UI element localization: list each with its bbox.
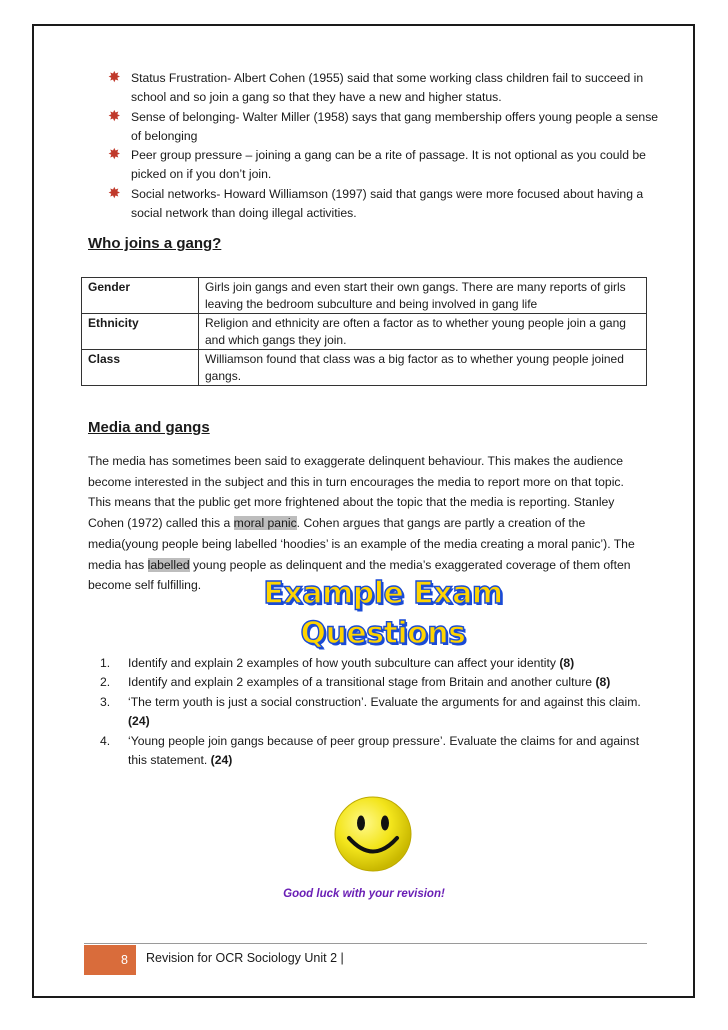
- moral-panic-highlight: moral panic: [233, 516, 297, 531]
- who-joins-table: [81, 277, 647, 386]
- list-item-text: Social networks- Howard Williamson (1997) said that gangs were more focused about having a social network than doing illegal activities.: [131, 186, 644, 221]
- media-text-part: young people as delinquent and the media’s exaggerated coverage of them often become self fulfilling.: [88, 557, 631, 593]
- table-cell-text: Religion and ethnicity are often a factor as to whether young people join a gang and which gangs they join.: [199, 314, 647, 350]
- question-marks: (8): [595, 675, 611, 690]
- star-burst-bullet-icon: ✸: [108, 146, 121, 164]
- question-marks: (24): [210, 753, 233, 768]
- list-item: [108, 108, 668, 147]
- table-row: [82, 314, 647, 350]
- exam-questions-list: [88, 654, 648, 770]
- question-number: 1.: [100, 656, 111, 670]
- list-item: [88, 654, 648, 673]
- table-row: [82, 350, 647, 386]
- question-number: 2.: [100, 675, 111, 690]
- table-cell-label: Class: [82, 350, 199, 386]
- star-burst-bullet-icon: ✸: [108, 69, 121, 86]
- page-number: 8: [84, 945, 136, 975]
- list-item-text: Status Frustration- Albert Cohen (1955) said that some working class children fail to succeed in school and so join a gang so that they have a new and higher status.: [131, 71, 644, 105]
- question-text: ‘The term youth is just a social construction’. Evaluate the arguments for and against this claim.: [128, 694, 641, 709]
- question-marks: (8): [559, 656, 575, 670]
- smiley-face-icon: [333, 795, 413, 873]
- list-item: [88, 673, 648, 692]
- list-item-text: Peer group pressure – joining a gang can be a rite of passage. It is not optional as you could be picked on if you don’t join.: [131, 148, 646, 182]
- question-number: 4.: [100, 733, 111, 748]
- exam-questions-banner: Example Exam Questions: [263, 576, 503, 651]
- list-item: [108, 185, 668, 224]
- list-item: [108, 69, 668, 108]
- table-cell-text: Girls join gangs and even start their own gangs. There are many reports of girls leaving the bedroom subculture and being involved in gang life: [199, 278, 647, 314]
- who-joins-heading: Who joins a gang?: [88, 235, 222, 252]
- table-row: [82, 278, 647, 314]
- footer-divider: [84, 943, 647, 944]
- good-luck-message: Good luck with your revision!: [283, 888, 445, 900]
- labelled-highlight: labelled: [147, 557, 190, 572]
- table-cell-label: Gender: [82, 278, 199, 314]
- list-item: [108, 146, 668, 185]
- table-cell-text: Williamson found that class was a big factor as to whether young people joined gangs.: [199, 350, 647, 386]
- list-item-text: Sense of belonging- Walter Miller (1958) says that gang membership offers young people a sense of belonging: [131, 109, 659, 143]
- question-marks: (24): [128, 714, 150, 729]
- question-text: Identify and explain 2 examples of how youth subculture can affect your identity: [128, 656, 560, 670]
- media-text-part: . Cohen argues that gangs are partly a creation of the media(young people being labelled ‘hoodies’ is an example of the media creating a moral panic’). The media has: [88, 516, 635, 572]
- question-text: Identify and explain 2 examples of a transitional stage from Britain and another culture: [128, 675, 596, 690]
- table-cell-label: Ethnicity: [82, 314, 199, 350]
- star-burst-bullet-icon: ✸: [108, 184, 121, 202]
- media-text-part: The media has sometimes been said to exaggerate delinquent behaviour. This makes the audience become interested in the subject and this in turn encourages the media to report more on that topic. This means that the public get more frightened about the topic that the media is reporting. Stanley Cohen (1972) called this a: [88, 454, 624, 531]
- star-burst-bullet-icon: ✸: [108, 107, 121, 125]
- question-number: 3.: [100, 694, 111, 709]
- question-text: ‘Young people join gangs because of peer group pressure’. Evaluate the claims for and against this statement.: [128, 733, 640, 768]
- list-item: [88, 732, 648, 771]
- media-heading: Media and gangs: [88, 419, 210, 436]
- gang-reasons-list: [108, 69, 668, 223]
- footer-title: Revision for OCR Sociology Unit 2 |: [146, 951, 344, 965]
- list-item: [88, 693, 648, 732]
